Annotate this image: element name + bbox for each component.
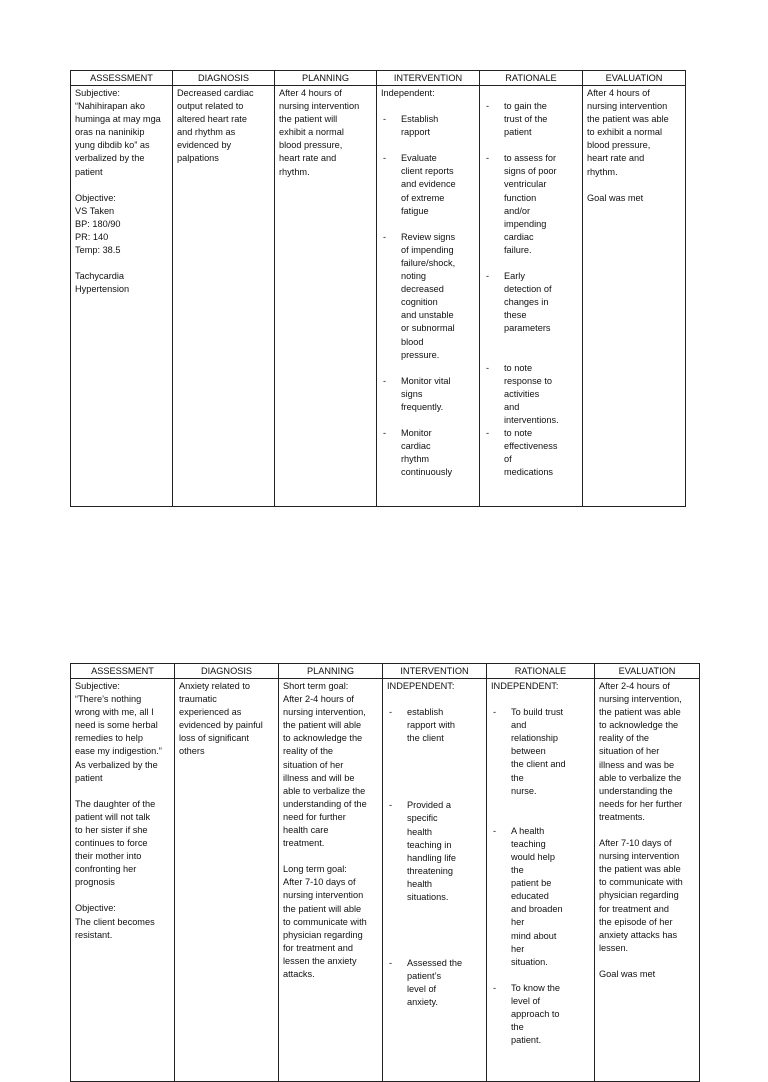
text-line: the [511, 772, 524, 783]
evaluation-text [587, 87, 681, 179]
intervention-item [387, 706, 482, 745]
text-line: response to [504, 375, 553, 386]
text-line: confronting her [75, 864, 137, 875]
text-line: remedies to help [75, 733, 143, 744]
text-line: continues to force [75, 838, 148, 849]
header-evaluation: EVALUATION [595, 664, 700, 679]
text-line: relationship [511, 733, 558, 744]
text-line: fatigue [401, 205, 429, 216]
text-line: loss of significant [179, 733, 249, 744]
text-line: handling life [407, 852, 457, 863]
intervention-cell [377, 86, 480, 507]
care-plan-table-1 [70, 70, 686, 507]
text-line: would help [511, 851, 555, 862]
text-line: of impending [401, 244, 454, 255]
intervention-item [381, 375, 475, 414]
text-line: situation of her [599, 746, 660, 757]
text-line: specific [407, 813, 438, 824]
text-line: to exhibit a normal [587, 127, 663, 138]
planning-cell [279, 679, 383, 1082]
text-line: changes in [504, 297, 549, 308]
header-planning: PLANNING [279, 664, 383, 679]
text-line: of [504, 454, 512, 465]
text-line: anxiety attacks has [599, 929, 678, 940]
text-line: her [511, 943, 525, 954]
content-row [71, 86, 686, 507]
text-line: educated [511, 891, 549, 902]
assessment-family-note [75, 798, 170, 890]
text-line: the [511, 1022, 524, 1033]
header-rationale: RATIONALE [480, 71, 583, 86]
text-line: the patient will able [283, 903, 362, 914]
text-line: - To know the [511, 982, 561, 993]
text-line: After 2-4 hours of [599, 681, 670, 691]
text-line: activities [504, 388, 540, 399]
text-line: wrong with me, all I [75, 707, 154, 718]
text-line: verbalized by the [75, 153, 145, 164]
text-line: reality of the [283, 746, 334, 757]
rationale-item [491, 982, 590, 1047]
intervention-item [381, 113, 475, 139]
text-line: level of [511, 995, 541, 1006]
text-line: cardiac [504, 231, 534, 242]
diagnosis-cell [173, 86, 275, 507]
text-line: and [504, 401, 520, 412]
text-line: nursing intervention [279, 101, 360, 112]
text-line: teaching [511, 838, 546, 849]
text-line: - Monitor vital [401, 375, 451, 386]
text-line: palpations [177, 153, 219, 164]
assessment-cell [71, 679, 175, 1082]
header-assessment: ASSESSMENT [71, 664, 175, 679]
assessment-subjective [75, 680, 170, 785]
text-line: lessen the anxiety [283, 955, 357, 966]
text-line: to acknowledge the [599, 720, 679, 731]
intervention-list [387, 706, 482, 1009]
text-line: nursing intervention [599, 851, 680, 862]
text-line: After 4 hours of [279, 88, 342, 98]
text-line: nursing intervention, [599, 694, 682, 705]
text-line: Goal was met [587, 192, 644, 203]
text-line: the patient was able [599, 864, 681, 875]
text-line: blood pressure, [279, 140, 343, 151]
text-line: and rhythm as [177, 127, 236, 138]
text-line: the patient was able [587, 114, 669, 125]
text-line: noting [401, 271, 427, 282]
content-row [71, 679, 700, 1082]
text-line: able to verbalize the [283, 785, 366, 796]
text-line: effectiveness [504, 441, 558, 452]
text-line: Objective: [75, 903, 116, 914]
text-line: interventions. [504, 414, 559, 425]
assessment-subjective [75, 87, 168, 179]
text-line: After 4 hours of [587, 88, 650, 98]
text-line: evidenced by [177, 140, 232, 151]
intervention-item [381, 427, 475, 479]
text-line: able to verbalize the [599, 772, 682, 783]
text-line: patient [75, 166, 103, 177]
rationale-item [491, 706, 590, 798]
header-row [71, 71, 686, 86]
text-line: After 2-4 hours of [283, 694, 354, 705]
text-line: reality of the [599, 733, 650, 744]
text-line: to communicate with [599, 877, 683, 888]
text-line: “There’s nothing [75, 694, 142, 705]
header-evaluation: EVALUATION [583, 71, 686, 86]
text-line: heart rate and [587, 153, 645, 164]
text-line: - A health [511, 825, 545, 836]
text-line: ease my indigestion.” [75, 746, 162, 757]
rationale-heading: INDEPENDENT: [491, 681, 559, 691]
text-line: altered heart rate [177, 114, 247, 125]
text-line: the client and [511, 759, 566, 770]
text-line: experienced as [179, 707, 242, 718]
assessment-objective [75, 192, 168, 257]
intervention-heading: Independent: [381, 88, 435, 98]
text-line: to acknowledge the [283, 733, 363, 744]
text-line: blood pressure, [587, 140, 651, 151]
text-line: lessen. [599, 942, 629, 953]
text-line: Decreased cardiac [177, 88, 254, 98]
text-line: understanding of the [283, 798, 367, 809]
text-line: client reports [401, 166, 454, 177]
text-line: to her sister if she [75, 824, 148, 835]
text-line: VS Taken [75, 205, 115, 216]
text-line: of extreme [401, 192, 445, 203]
text-line: - Evaluate [401, 153, 437, 164]
text-line: illness and will be [283, 772, 355, 783]
text-line: the [511, 865, 524, 876]
text-line: signs of poor [504, 166, 557, 177]
text-line: failure/shock, [401, 257, 456, 268]
text-line: nurse. [511, 785, 537, 796]
text-line: for treatment and [283, 942, 353, 953]
text-line: output related to [177, 101, 244, 112]
assessment-findings [75, 270, 168, 296]
text-line: frequently. [401, 401, 444, 412]
text-line: patient. [511, 1035, 542, 1046]
text-line: ventricular [504, 179, 547, 190]
text-line: physician regarding [599, 890, 679, 901]
text-line: need for further [283, 811, 346, 822]
text-line: resistant. [75, 929, 113, 940]
intervention-list [381, 113, 475, 479]
text-line: situation of her [283, 759, 344, 770]
text-line: and evidence [401, 179, 456, 190]
text-line: patient [504, 127, 532, 138]
text-line: Short term goal: [283, 681, 349, 691]
evaluation-long-term [599, 837, 695, 955]
evaluation-cell [595, 679, 700, 1082]
text-line: rhythm. [279, 166, 310, 177]
diagnosis-cell [175, 679, 279, 1082]
text-line: rapport with [407, 720, 456, 731]
text-line: her [511, 917, 525, 928]
text-line: traumatic [179, 694, 217, 705]
text-line: - Monitor [401, 427, 432, 438]
assessment-objective [75, 902, 170, 941]
text-line: heart rate and [279, 153, 337, 164]
text-line: The daughter of the [75, 798, 156, 809]
text-line: BP: 180/90 [75, 218, 121, 229]
planning-short-term [283, 680, 378, 850]
text-line: situation. [511, 956, 548, 967]
text-line: patient [75, 772, 103, 783]
text-line: The client becomes [75, 916, 155, 927]
text-line: the patient will able [283, 720, 362, 731]
text-line: nursing intervention [587, 101, 668, 112]
text-line: threatening [407, 865, 453, 876]
intervention-item [387, 799, 482, 904]
text-line: Subjective: [75, 88, 120, 98]
header-assessment: ASSESSMENT [71, 71, 173, 86]
rationale-item [484, 270, 578, 335]
text-line: situations. [407, 892, 449, 903]
text-line: detection of [504, 284, 552, 295]
planning-long-term [283, 863, 378, 981]
text-line: or subnormal [401, 323, 455, 334]
text-line: parameters [504, 323, 551, 334]
evaluation-cell [583, 86, 686, 507]
text-line: rapport [401, 127, 431, 138]
text-line: for treatment and [599, 903, 669, 914]
text-line: health [407, 826, 433, 837]
text-line: and unstable [401, 310, 454, 321]
text-line: Goal was met [599, 968, 656, 979]
text-line: patient will not talk [75, 811, 151, 822]
text-line: - to note [504, 427, 533, 438]
text-line: Long term goal: [283, 864, 347, 875]
text-line: decreased [401, 284, 444, 295]
text-line: and broaden [511, 904, 563, 915]
text-line: - Early [504, 271, 525, 282]
text-line: - To build trust [511, 707, 564, 718]
text-line: the patient will [279, 114, 338, 125]
text-line: attacks. [283, 968, 315, 979]
text-line: oras na naninikip [75, 127, 145, 138]
text-line: - to gain the [504, 101, 547, 111]
rationale-item [491, 825, 590, 969]
text-line: function [504, 192, 537, 203]
text-line: PR: 140 [75, 231, 109, 242]
text-line: and [511, 720, 527, 731]
text-line: patient be [511, 878, 552, 889]
text-line: others [179, 746, 205, 757]
rationale-cell [487, 679, 595, 1082]
text-line: Objective: [75, 192, 116, 203]
rationale-list [491, 706, 590, 1047]
text-line: medications [504, 467, 554, 478]
text-line: between [511, 746, 546, 757]
assessment-cell [71, 86, 173, 507]
rationale-list [484, 100, 578, 479]
text-line: the episode of her [599, 916, 673, 927]
intervention-cell [383, 679, 487, 1082]
text-line: yung dibdib ko” as [75, 140, 150, 151]
text-line: rhythm. [587, 166, 618, 177]
text-line: huminga at may mga [75, 114, 161, 125]
intervention-item [381, 152, 475, 217]
text-line: the client [407, 733, 444, 744]
text-line: anxiety. [407, 997, 438, 1008]
text-line: impending [504, 218, 547, 229]
text-line: Subjective: [75, 681, 120, 691]
text-line: - to assess for [504, 153, 557, 164]
text-line: their mother into [75, 851, 142, 862]
text-line: After 7-10 days of [599, 838, 672, 849]
text-line: physician regarding [283, 929, 363, 940]
text-line: rhythm [401, 454, 430, 465]
header-row [71, 664, 700, 679]
text-line: - Assessed the [407, 958, 463, 969]
text-line: treatment. [283, 838, 325, 849]
evaluation-goal [587, 192, 681, 205]
text-line: level of [407, 984, 437, 995]
text-line: Anxiety related to [179, 681, 250, 691]
text-line: need is some herbal [75, 720, 158, 731]
text-line: patient’s [407, 971, 442, 982]
header-planning: PLANNING [275, 71, 377, 86]
rationale-cell [480, 86, 583, 507]
text-line: “Nahihirapan ako [75, 101, 145, 112]
text-line: exhibit a normal [279, 127, 344, 138]
text-line: evidenced by painful [179, 720, 263, 731]
text-line: trust of the [504, 114, 548, 125]
header-intervention: INTERVENTION [377, 71, 480, 86]
evaluation-short-term [599, 680, 695, 824]
text-line: cognition [401, 297, 438, 308]
text-line: Temp: 38.5 [75, 245, 121, 256]
text-line: teaching in [407, 839, 452, 850]
rationale-item [484, 100, 578, 139]
text-line: to communicate with [283, 916, 367, 927]
header-diagnosis: DIAGNOSIS [175, 664, 279, 679]
care-plan-table-2 [70, 663, 700, 1082]
text-line: approach to [511, 1008, 560, 1019]
text-line: needs for her further [599, 798, 683, 809]
text-line: - Establish [401, 114, 439, 125]
text-line: - establish [407, 707, 444, 718]
text-line: understanding the [599, 785, 673, 796]
text-line: mind about [511, 930, 557, 941]
text-line: these [504, 310, 527, 321]
diagnosis-text [177, 87, 270, 166]
text-line: prognosis [75, 877, 115, 888]
header-rationale: RATIONALE [487, 664, 595, 679]
evaluation-goal [599, 968, 695, 981]
text-line: nursing intervention, [283, 707, 366, 718]
intervention-item [381, 231, 475, 362]
text-line: pressure. [401, 349, 440, 360]
planning-cell [275, 86, 377, 507]
text-line: - Review signs [401, 231, 456, 242]
rationale-item [484, 152, 578, 257]
intervention-heading: INDEPENDENT: [387, 681, 455, 691]
rationale-item [484, 427, 578, 479]
planning-text [279, 87, 372, 179]
text-line: nursing intervention [283, 890, 364, 901]
text-line: and/or [504, 205, 531, 216]
text-line: blood [401, 336, 424, 347]
text-line: health care [283, 825, 329, 836]
text-line: signs [401, 388, 423, 399]
text-line: treatments. [599, 811, 645, 822]
text-line: As verbalized by the [75, 759, 158, 770]
text-line: Hypertension [75, 284, 130, 295]
header-diagnosis: DIAGNOSIS [173, 71, 275, 86]
text-line: the patient was able [599, 707, 681, 718]
rationale-item [484, 362, 578, 427]
header-intervention: INTERVENTION [383, 664, 487, 679]
intervention-item [387, 957, 482, 1009]
text-line: health [407, 878, 433, 889]
text-line: Tachycardia [75, 271, 125, 282]
text-line: failure. [504, 244, 532, 255]
text-line: cardiac [401, 441, 431, 452]
text-line: continuously [401, 467, 453, 478]
text-line: - to note [504, 362, 533, 373]
text-line: After 7-10 days of [283, 877, 356, 888]
diagnosis-text [179, 680, 274, 759]
text-line: illness and was be [599, 759, 675, 770]
text-line: - Provided a [407, 800, 451, 811]
